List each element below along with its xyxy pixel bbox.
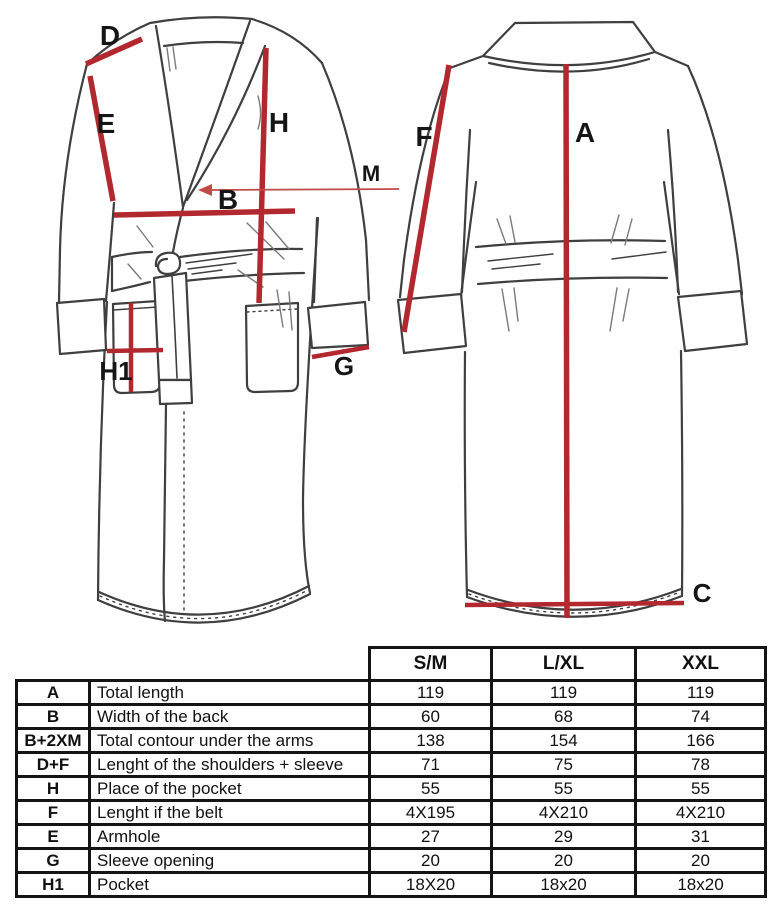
back-robe-drawing	[398, 22, 747, 617]
table-row-h	[17, 777, 766, 801]
measure-value-sm: 27	[370, 825, 492, 849]
size-table	[15, 646, 767, 898]
measure-description: Lenght if the belt	[90, 801, 370, 825]
measure-value-xxl: 74	[636, 705, 766, 729]
front-belt-tie	[154, 253, 192, 404]
measure-value-xxl: 18x20	[636, 873, 766, 897]
measure-description: Pocket	[90, 873, 370, 897]
measure-line-a	[566, 64, 567, 618]
size-column-lxl: L/XL	[492, 648, 636, 681]
size-column-xxl: XXL	[636, 648, 766, 681]
measure-line-c	[465, 603, 684, 605]
measure-value-lxl: 154	[492, 729, 636, 753]
label-b: B	[217, 184, 239, 215]
table-row-g	[17, 849, 766, 873]
front-belt	[112, 249, 304, 291]
front-pockets	[113, 301, 298, 393]
measure-code: B	[17, 705, 90, 729]
label-g: G	[333, 351, 355, 381]
measure-value-sm: 138	[370, 729, 492, 753]
measure-description: Lenght of the shoulders + sleeve	[90, 753, 370, 777]
label-h1: H1	[99, 356, 133, 386]
measure-description: Armhole	[90, 825, 370, 849]
size-column-sm: S/M	[370, 648, 492, 681]
measure-line-h1-horizontal	[107, 350, 163, 351]
measure-value-lxl: 29	[492, 825, 636, 849]
front-collar	[150, 17, 265, 207]
measure-description: Width of the back	[90, 705, 370, 729]
measure-value-lxl: 4X210	[492, 801, 636, 825]
label-a: A	[574, 117, 596, 148]
measure-value-sm: 119	[370, 681, 492, 705]
table-row-b2xm	[17, 729, 766, 753]
measure-value-sm: 18X20	[370, 873, 492, 897]
measure-value-xxl: 166	[636, 729, 766, 753]
measure-value-xxl: 119	[636, 681, 766, 705]
measure-value-sm: 4X195	[370, 801, 492, 825]
measure-value-lxl: 68	[492, 705, 636, 729]
label-m: M	[361, 161, 381, 186]
back-cuffs	[398, 291, 747, 353]
measure-value-lxl: 55	[492, 777, 636, 801]
measure-code: B+2XM	[17, 729, 90, 753]
measure-value-lxl: 20	[492, 849, 636, 873]
measure-value-xxl: 78	[636, 753, 766, 777]
table-row-e	[17, 825, 766, 849]
label-f: F	[415, 121, 433, 152]
measure-line-b	[114, 211, 295, 215]
measure-line-h	[259, 48, 266, 303]
measure-description: Total length	[90, 681, 370, 705]
table-row-df	[17, 753, 766, 777]
measure-code: F	[17, 801, 90, 825]
measure-value-xxl: 4X210	[636, 801, 766, 825]
label-e: E	[96, 108, 116, 139]
measure-code: H	[17, 777, 90, 801]
measure-value-sm: 55	[370, 777, 492, 801]
label-c: C	[692, 578, 712, 608]
table-row-b	[17, 705, 766, 729]
measure-value-sm: 71	[370, 753, 492, 777]
measure-code: G	[17, 849, 90, 873]
measure-value-xxl: 20	[636, 849, 766, 873]
measure-description: Place of the pocket	[90, 777, 370, 801]
table-row-f	[17, 801, 766, 825]
label-h: H	[268, 107, 290, 138]
size-table-container	[15, 646, 767, 898]
measure-value-xxl: 31	[636, 825, 766, 849]
back-collar	[483, 22, 655, 72]
measure-value-xxl: 55	[636, 777, 766, 801]
measure-description: Total contour under the arms	[90, 729, 370, 753]
measure-value-sm: 20	[370, 849, 492, 873]
measure-description: Sleeve opening	[90, 849, 370, 873]
front-cuffs	[57, 299, 368, 354]
measure-line-f	[404, 65, 449, 332]
measure-code: A	[17, 681, 90, 705]
measure-value-sm: 60	[370, 705, 492, 729]
measure-code: D+F	[17, 753, 90, 777]
table-row-a	[17, 681, 766, 705]
table-row-h1	[17, 873, 766, 897]
measure-code: H1	[17, 873, 90, 897]
label-d: D	[99, 20, 121, 51]
arrowhead-left-icon	[198, 184, 212, 196]
measure-value-lxl: 75	[492, 753, 636, 777]
size-header-row	[17, 648, 766, 681]
header-blank-cell	[17, 648, 370, 681]
measure-value-lxl: 119	[492, 681, 636, 705]
measure-value-lxl: 18x20	[492, 873, 636, 897]
measure-code: E	[17, 825, 90, 849]
back-belt	[476, 240, 667, 284]
